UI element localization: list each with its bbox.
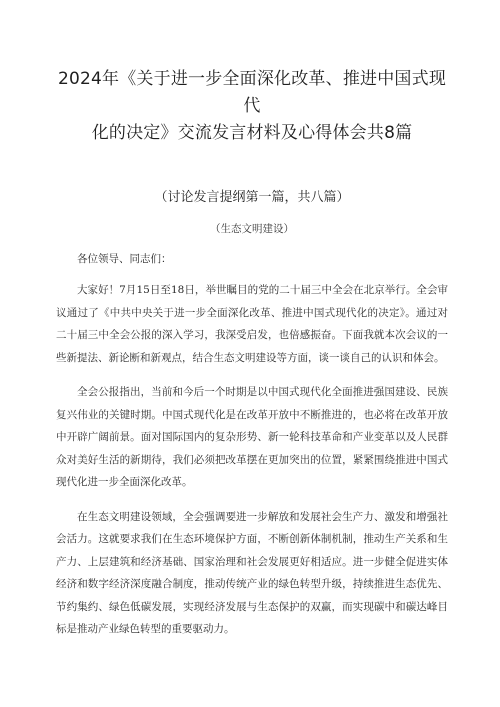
title-line-2: 化的决定》交流发言材料及心得体会共8篇 <box>91 123 413 143</box>
paragraph-3: 在生态文明建设领域，全会强调要进一步解放和发展社会生产力、激发和增强社会活力。这就要求我们在生态环境保护方面，不断创新体制机制，推动生产关系和生产力、上层建筑和经济基础、国家治理和社会发展更好相适应。进一步健全促进实体经济和数字经济深度融合制度，推动传统产业的绿色转型升级，持续推进生态优先、节约集约、绿色低碳发展，实现经济发展与生态保护的双赢，而实现碳中和碳达峰目标是推动产业绿色转型的重要驱动力。 <box>56 510 448 635</box>
paragraph-1: 大家好！7月15日至18日，举世瞩目的党的二十届三中全会在北京举行。全会审议通过了《中共中央关于进一步全面深化改革、推进中国式现代化的决定》。通过对二十届三中全会公报的深入学习，我深受启发，也倍感振奋。下面我就本次会议的一些新提法、新论断和新观点，结合生态文明建设等方面，谈一谈自己的认识和体会。 <box>56 284 448 364</box>
paragraph-2: 全会公报指出，当前和今后一个时期是以中国式现代化全面推进强国建设、民族复兴伟业的关键时期。中国式现代化是在改革开放中不断推进的，也必将在改革开放中开辟广阔前景。面对国际国内的复杂形势、新一轮科技革命和产业变革以及人民群众对美好生活的新期待，我们必须把改革摆在更加突出的位置，紧紧围绕推进中国式现代化进一步全面深化改革。 <box>56 386 448 488</box>
document-theme: （生态文明建设） <box>210 223 294 235</box>
title-line-1: 2024年《关于进一步全面深化改革、推进中国式现代 <box>57 69 447 116</box>
document-title <box>56 66 448 147</box>
document-subtitle: （讨论发言提纲第一篇，共八篇） <box>154 190 350 205</box>
salutation: 各位领导、同志们： <box>77 253 172 265</box>
